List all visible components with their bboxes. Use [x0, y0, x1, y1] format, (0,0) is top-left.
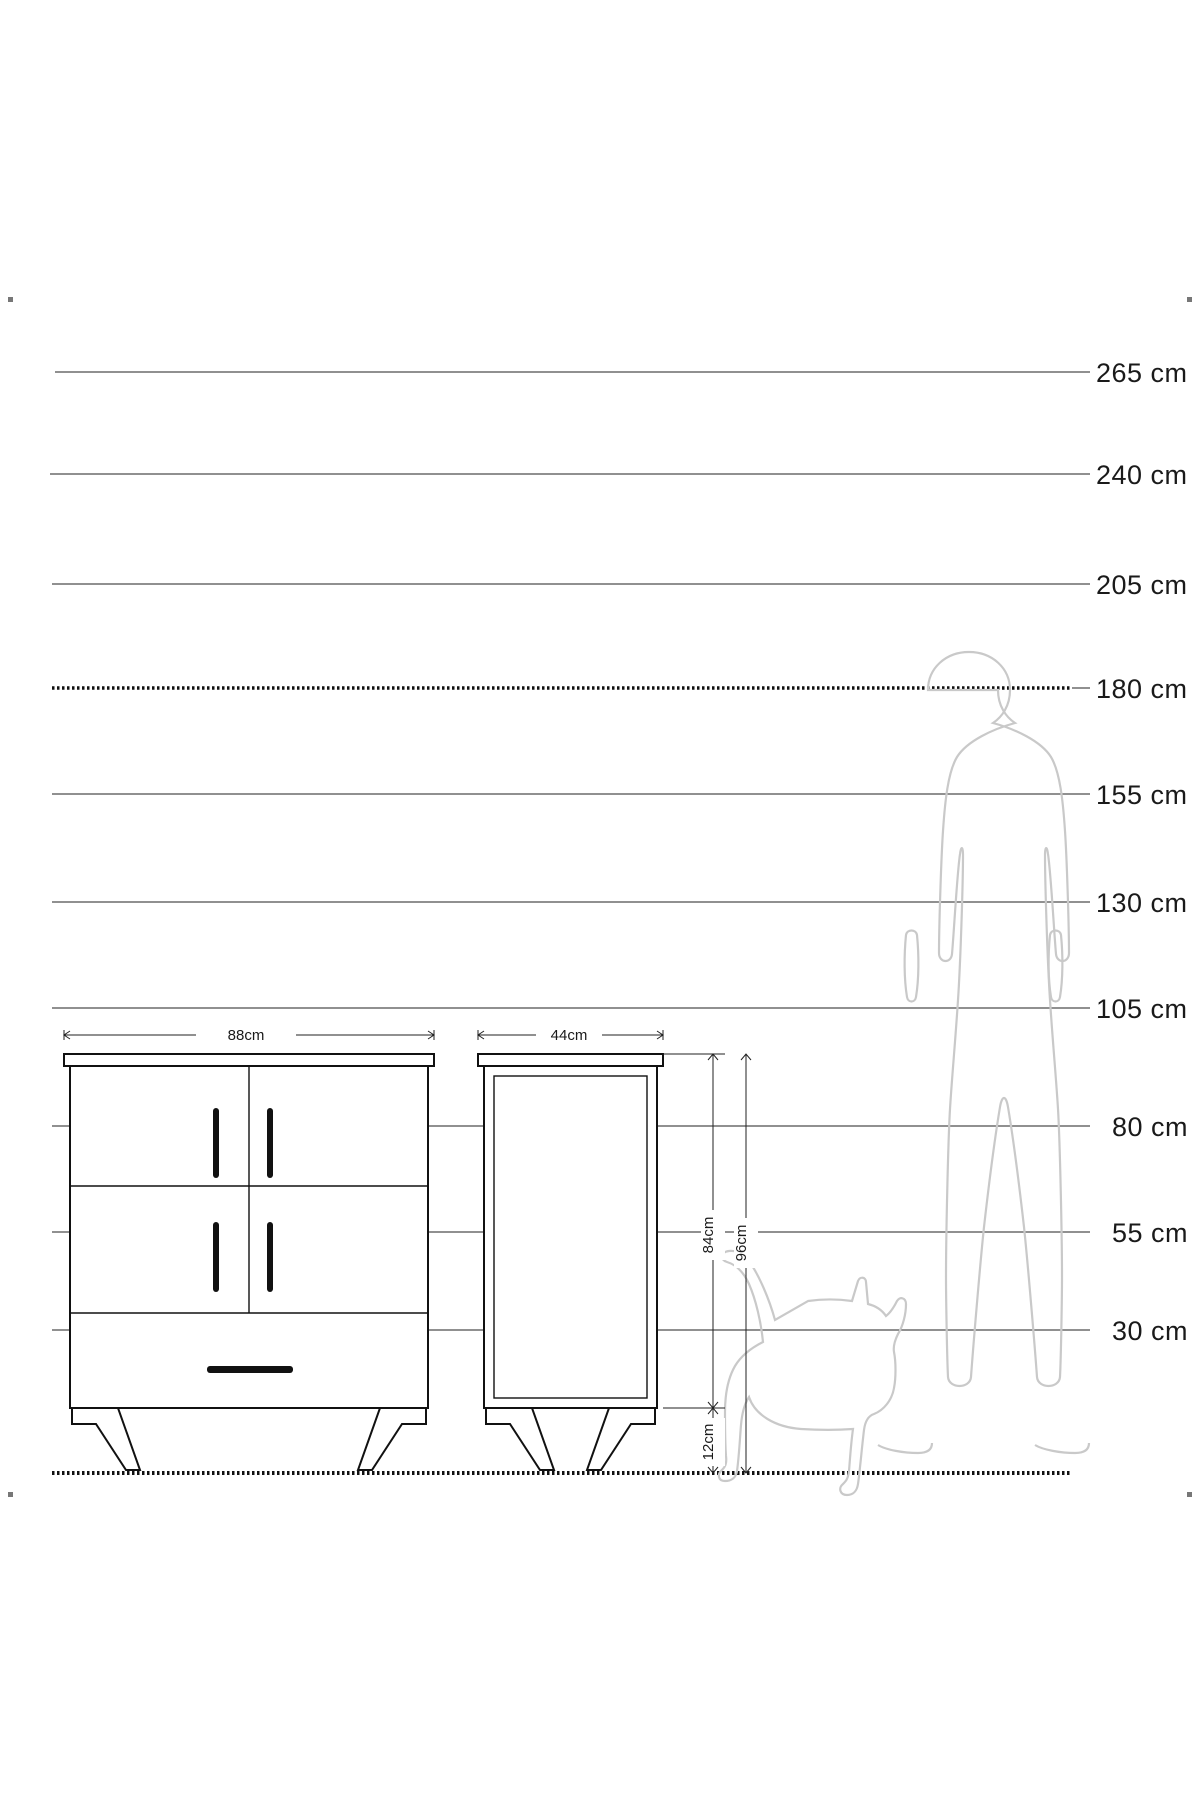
height-label-84: 84cm: [700, 1216, 717, 1254]
handle-lower-right: [267, 1222, 273, 1292]
scale-label-180: 180 cm: [1096, 674, 1188, 704]
scale-labels: [1072, 358, 1188, 1346]
leg-left-narrow: [486, 1408, 554, 1470]
height-dimension-12: [700, 1408, 725, 1473]
leg-right-narrow: [587, 1408, 655, 1470]
handle-upper-right: [267, 1108, 273, 1178]
leg-left: [72, 1408, 140, 1470]
height-label-12: 12cm: [700, 1423, 717, 1461]
leg-right: [358, 1408, 426, 1470]
scale-label-55: 55 cm: [1112, 1218, 1189, 1248]
height-dimension-96: [733, 1054, 758, 1473]
width-dimension-88: [64, 1024, 434, 1046]
man-silhouette: [878, 652, 1089, 1453]
cabinet-narrow: [478, 1054, 663, 1470]
corner-mark-bottom-left: [8, 1492, 13, 1497]
height-dimension-84: [663, 1054, 725, 1408]
scale-label-205: 205 cm: [1096, 570, 1188, 600]
height-label-96: 96cm: [733, 1224, 750, 1262]
scale-label-80: 80 cm: [1112, 1112, 1189, 1142]
scale-label-155: 155 cm: [1096, 780, 1188, 810]
corner-mark-bottom-right: [1187, 1492, 1192, 1497]
scale-label-105: 105 cm: [1096, 994, 1188, 1024]
handle-drawer: [207, 1366, 293, 1373]
scale-label-240: 240 cm: [1096, 460, 1188, 490]
width-label-44: 44cm: [550, 1027, 588, 1044]
handle-upper-left: [213, 1108, 219, 1178]
corner-mark-top-left: [8, 297, 13, 302]
cat-silhouette: [719, 1251, 906, 1495]
scale-label-265: 265 cm: [1096, 358, 1188, 388]
corner-mark-top-right: [1187, 297, 1192, 302]
handle-lower-left: [213, 1222, 219, 1292]
cabinet-wide: [64, 1054, 434, 1470]
width-dimension-44: [478, 1024, 663, 1046]
scale-label-130: 130 cm: [1096, 888, 1188, 918]
scale-label-30: 30 cm: [1112, 1316, 1189, 1346]
width-label-88: 88cm: [227, 1027, 265, 1044]
